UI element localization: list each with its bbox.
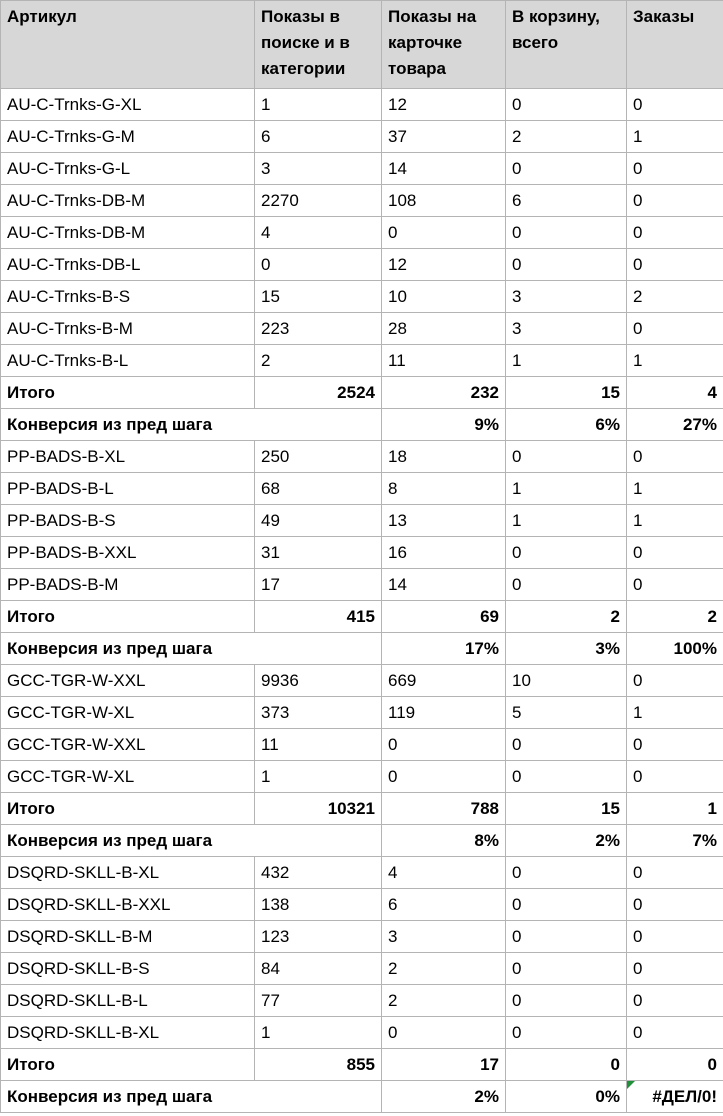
cell-article[interactable]: AU-C-Trnks-DB-M <box>1 217 255 249</box>
table-row <box>1 953 723 985</box>
total-cell-add-to-cart[interactable]: 15 <box>506 793 627 825</box>
cell-article[interactable]: GCC-TGR-W-XXL <box>1 665 255 697</box>
total-cell-add-to-cart[interactable]: 0 <box>506 1049 627 1081</box>
table-row <box>1 729 723 761</box>
cell-card-impressions[interactable]: 12 <box>382 89 506 121</box>
cell-search-impressions[interactable]: 68 <box>255 473 382 505</box>
total-cell-orders[interactable]: 4 <box>627 377 723 409</box>
header-cell-article[interactable]: Артикул <box>1 1 255 89</box>
conversion-label-cell[interactable]: Конверсия из пред шага <box>1 825 382 857</box>
cell-orders[interactable]: 2 <box>627 281 723 313</box>
table-row <box>1 313 723 345</box>
conversion-label-cell[interactable]: Конверсия из пред шага <box>1 1081 382 1113</box>
cell-article[interactable]: DSQRD-SKLL-B-XXL <box>1 889 255 921</box>
cell-search-impressions[interactable]: 11 <box>255 729 382 761</box>
header-cell-orders[interactable]: Заказы <box>627 1 723 89</box>
cell-card-impressions[interactable]: 16 <box>382 537 506 569</box>
total-cell-search-impressions[interactable]: 10321 <box>255 793 382 825</box>
cell-add-to-cart[interactable]: 0 <box>506 249 627 281</box>
cell-orders[interactable]: 0 <box>627 537 723 569</box>
cell-card-impressions[interactable]: 0 <box>382 729 506 761</box>
cell-orders[interactable]: 0 <box>627 761 723 793</box>
cell-card-impressions[interactable]: 13 <box>382 505 506 537</box>
total-cell-add-to-cart[interactable]: 15 <box>506 377 627 409</box>
cell-card-impressions[interactable]: 14 <box>382 569 506 601</box>
cell-add-to-cart[interactable]: 0 <box>506 217 627 249</box>
cell-search-impressions[interactable]: 0 <box>255 249 382 281</box>
cell-article[interactable]: DSQRD-SKLL-B-S <box>1 953 255 985</box>
cell-orders[interactable]: 0 <box>627 1017 723 1049</box>
total-cell-article[interactable]: Итого <box>1 601 255 633</box>
conversion-cell-orders[interactable]: 27% <box>627 409 723 441</box>
cell-article[interactable]: DSQRD-SKLL-B-L <box>1 985 255 1017</box>
cell-add-to-cart[interactable]: 0 <box>506 985 627 1017</box>
table-row <box>1 921 723 953</box>
cell-add-to-cart[interactable]: 0 <box>506 921 627 953</box>
cell-orders[interactable]: 0 <box>627 665 723 697</box>
cell-article[interactable]: AU-C-Trnks-G-XL <box>1 89 255 121</box>
cell-search-impressions[interactable]: 250 <box>255 441 382 473</box>
cell-article[interactable]: GCC-TGR-W-XL <box>1 761 255 793</box>
cell-add-to-cart[interactable]: 10 <box>506 665 627 697</box>
cell-orders[interactable]: 0 <box>627 729 723 761</box>
total-cell-card-impressions[interactable]: 232 <box>382 377 506 409</box>
cell-article[interactable]: DSQRD-SKLL-B-XL <box>1 1017 255 1049</box>
conversion-label-cell[interactable]: Конверсия из пред шага <box>1 409 382 441</box>
conversion-cell-card-impressions[interactable]: 8% <box>382 825 506 857</box>
table-row <box>1 89 723 121</box>
conversion-cell-orders[interactable]: 100% <box>627 633 723 665</box>
total-cell-search-impressions[interactable]: 855 <box>255 1049 382 1081</box>
cell-search-impressions[interactable]: 2 <box>255 345 382 377</box>
conversion-cell-add-to-cart[interactable]: 6% <box>506 409 627 441</box>
cell-add-to-cart[interactable]: 6 <box>506 185 627 217</box>
conversion-cell-add-to-cart[interactable]: 0% <box>506 1081 627 1113</box>
header-cell-card-impressions[interactable]: Показы на карточке товара <box>382 1 506 89</box>
cell-add-to-cart[interactable]: 3 <box>506 313 627 345</box>
cell-article[interactable]: DSQRD-SKLL-B-M <box>1 921 255 953</box>
cell-card-impressions[interactable]: 108 <box>382 185 506 217</box>
cell-orders[interactable]: 0 <box>627 921 723 953</box>
cell-add-to-cart[interactable]: 1 <box>506 505 627 537</box>
cell-card-impressions[interactable]: 669 <box>382 665 506 697</box>
conversion-cell-card-impressions[interactable]: 17% <box>382 633 506 665</box>
total-row <box>1 377 723 409</box>
cell-search-impressions[interactable]: 77 <box>255 985 382 1017</box>
table-body <box>1 89 723 1113</box>
total-cell-orders[interactable]: 2 <box>627 601 723 633</box>
total-cell-orders[interactable]: 0 <box>627 1049 723 1081</box>
cell-add-to-cart[interactable]: 0 <box>506 153 627 185</box>
cell-card-impressions[interactable]: 119 <box>382 697 506 729</box>
cell-card-impressions[interactable]: 0 <box>382 761 506 793</box>
table-row <box>1 153 723 185</box>
cell-add-to-cart[interactable]: 1 <box>506 473 627 505</box>
conversion-row <box>1 409 723 441</box>
total-cell-article[interactable]: Итого <box>1 793 255 825</box>
cell-orders[interactable]: 1 <box>627 121 723 153</box>
cell-article[interactable]: AU-C-Trnks-B-M <box>1 313 255 345</box>
total-cell-search-impressions[interactable]: 415 <box>255 601 382 633</box>
cell-add-to-cart[interactable]: 3 <box>506 281 627 313</box>
total-cell-article[interactable]: Итого <box>1 1049 255 1081</box>
cell-article[interactable]: GCC-TGR-W-XXL <box>1 729 255 761</box>
conversion-cell-card-impressions[interactable]: 2% <box>382 1081 506 1113</box>
header-cell-search-impressions[interactable]: Показы в поиске и в категории <box>255 1 382 89</box>
conversion-label-cell[interactable]: Конверсия из пред шага <box>1 633 382 665</box>
conversion-cell-orders[interactable]: #ДЕЛ/0! <box>627 1081 723 1113</box>
table-row <box>1 345 723 377</box>
table-row <box>1 281 723 313</box>
cell-card-impressions[interactable]: 10 <box>382 281 506 313</box>
cell-add-to-cart[interactable]: 0 <box>506 1017 627 1049</box>
cell-search-impressions[interactable]: 373 <box>255 697 382 729</box>
conversion-cell-orders[interactable]: 7% <box>627 825 723 857</box>
cell-article[interactable]: AU-C-Trnks-G-M <box>1 121 255 153</box>
table-row <box>1 249 723 281</box>
cell-add-to-cart[interactable]: 2 <box>506 121 627 153</box>
total-cell-card-impressions[interactable]: 69 <box>382 601 506 633</box>
cell-search-impressions[interactable]: 17 <box>255 569 382 601</box>
table-row <box>1 665 723 697</box>
table-row <box>1 217 723 249</box>
cell-orders[interactable]: 0 <box>627 889 723 921</box>
cell-search-impressions[interactable]: 1 <box>255 761 382 793</box>
cell-article[interactable]: PP-BADS-B-XL <box>1 441 255 473</box>
cell-search-impressions[interactable]: 138 <box>255 889 382 921</box>
cell-search-impressions[interactable]: 3 <box>255 153 382 185</box>
table-row <box>1 857 723 889</box>
cell-article[interactable]: AU-C-Trnks-G-L <box>1 153 255 185</box>
cell-search-impressions[interactable]: 1 <box>255 89 382 121</box>
cell-article[interactable]: AU-C-Trnks-DB-M <box>1 185 255 217</box>
total-row <box>1 1049 723 1081</box>
cell-card-impressions[interactable]: 11 <box>382 345 506 377</box>
cell-add-to-cart[interactable]: 1 <box>506 345 627 377</box>
conversion-cell-card-impressions[interactable]: 9% <box>382 409 506 441</box>
cell-add-to-cart[interactable]: 0 <box>506 729 627 761</box>
cell-article[interactable]: PP-BADS-B-XXL <box>1 537 255 569</box>
cell-orders[interactable]: 0 <box>627 153 723 185</box>
total-cell-orders[interactable]: 1 <box>627 793 723 825</box>
table-row <box>1 761 723 793</box>
conversion-cell-add-to-cart[interactable]: 3% <box>506 633 627 665</box>
total-cell-article[interactable]: Итого <box>1 377 255 409</box>
cell-card-impressions[interactable]: 3 <box>382 921 506 953</box>
cell-search-impressions[interactable]: 4 <box>255 217 382 249</box>
header-row <box>1 1 723 89</box>
total-row <box>1 601 723 633</box>
cell-article[interactable]: PP-BADS-B-S <box>1 505 255 537</box>
cell-orders[interactable]: 0 <box>627 857 723 889</box>
conversion-cell-add-to-cart[interactable]: 2% <box>506 825 627 857</box>
total-cell-card-impressions[interactable]: 788 <box>382 793 506 825</box>
cell-article[interactable]: AU-C-Trnks-B-L <box>1 345 255 377</box>
cell-orders[interactable]: 0 <box>627 569 723 601</box>
cell-add-to-cart[interactable]: 0 <box>506 857 627 889</box>
table-row <box>1 121 723 153</box>
cell-orders[interactable]: 0 <box>627 953 723 985</box>
cell-search-impressions[interactable]: 31 <box>255 537 382 569</box>
cell-card-impressions[interactable]: 18 <box>382 441 506 473</box>
total-cell-search-impressions[interactable]: 2524 <box>255 377 382 409</box>
cell-search-impressions[interactable]: 2270 <box>255 185 382 217</box>
total-cell-add-to-cart[interactable]: 2 <box>506 601 627 633</box>
cell-card-impressions[interactable]: 6 <box>382 889 506 921</box>
cell-add-to-cart[interactable]: 0 <box>506 761 627 793</box>
table-row <box>1 1017 723 1049</box>
table-row <box>1 185 723 217</box>
table-row <box>1 537 723 569</box>
cell-article[interactable]: AU-C-Trnks-B-S <box>1 281 255 313</box>
cell-search-impressions[interactable]: 15 <box>255 281 382 313</box>
cell-card-impressions[interactable]: 4 <box>382 857 506 889</box>
table-row <box>1 569 723 601</box>
cell-search-impressions[interactable]: 6 <box>255 121 382 153</box>
error-indicator-icon <box>627 1081 635 1089</box>
table-row <box>1 473 723 505</box>
cell-orders[interactable]: 0 <box>627 249 723 281</box>
cell-search-impressions[interactable]: 123 <box>255 921 382 953</box>
cell-article[interactable]: GCC-TGR-W-XL <box>1 697 255 729</box>
cell-search-impressions[interactable]: 84 <box>255 953 382 985</box>
table-row <box>1 441 723 473</box>
cell-card-impressions[interactable]: 2 <box>382 953 506 985</box>
cell-orders[interactable]: 0 <box>627 313 723 345</box>
cell-orders[interactable]: 0 <box>627 217 723 249</box>
table-row <box>1 889 723 921</box>
cell-orders[interactable]: 1 <box>627 345 723 377</box>
cell-add-to-cart[interactable]: 0 <box>506 953 627 985</box>
cell-article[interactable]: PP-BADS-B-L <box>1 473 255 505</box>
cell-card-impressions[interactable]: 8 <box>382 473 506 505</box>
cell-orders[interactable]: 0 <box>627 985 723 1017</box>
cell-add-to-cart[interactable]: 0 <box>506 89 627 121</box>
cell-article[interactable]: AU-C-Trnks-DB-L <box>1 249 255 281</box>
cell-add-to-cart[interactable]: 0 <box>506 537 627 569</box>
cell-article[interactable]: DSQRD-SKLL-B-XL <box>1 857 255 889</box>
cell-search-impressions[interactable]: 9936 <box>255 665 382 697</box>
cell-card-impressions[interactable]: 14 <box>382 153 506 185</box>
cell-card-impressions[interactable]: 2 <box>382 985 506 1017</box>
total-row <box>1 793 723 825</box>
cell-add-to-cart[interactable]: 0 <box>506 569 627 601</box>
conversion-row <box>1 825 723 857</box>
cell-card-impressions[interactable]: 28 <box>382 313 506 345</box>
cell-article[interactable]: PP-BADS-B-M <box>1 569 255 601</box>
header-cell-add-to-cart[interactable]: В корзину, всего <box>506 1 627 89</box>
cell-add-to-cart[interactable]: 0 <box>506 889 627 921</box>
cell-add-to-cart[interactable]: 0 <box>506 441 627 473</box>
cell-search-impressions[interactable]: 432 <box>255 857 382 889</box>
table-row <box>1 697 723 729</box>
cell-orders[interactable]: 0 <box>627 441 723 473</box>
cell-orders[interactable]: 0 <box>627 89 723 121</box>
cell-search-impressions[interactable]: 1 <box>255 1017 382 1049</box>
cell-card-impressions[interactable]: 37 <box>382 121 506 153</box>
cell-orders[interactable]: 1 <box>627 697 723 729</box>
cell-search-impressions[interactable]: 49 <box>255 505 382 537</box>
table-row <box>1 985 723 1017</box>
cell-orders[interactable]: 1 <box>627 505 723 537</box>
cell-orders[interactable]: 1 <box>627 473 723 505</box>
cell-add-to-cart[interactable]: 5 <box>506 697 627 729</box>
cell-card-impressions[interactable]: 0 <box>382 1017 506 1049</box>
cell-card-impressions[interactable]: 0 <box>382 217 506 249</box>
cell-orders[interactable]: 0 <box>627 185 723 217</box>
cell-search-impressions[interactable]: 223 <box>255 313 382 345</box>
conversion-row <box>1 633 723 665</box>
cell-card-impressions[interactable]: 12 <box>382 249 506 281</box>
total-cell-card-impressions[interactable]: 17 <box>382 1049 506 1081</box>
table-row <box>1 505 723 537</box>
conversion-row <box>1 1081 723 1113</box>
